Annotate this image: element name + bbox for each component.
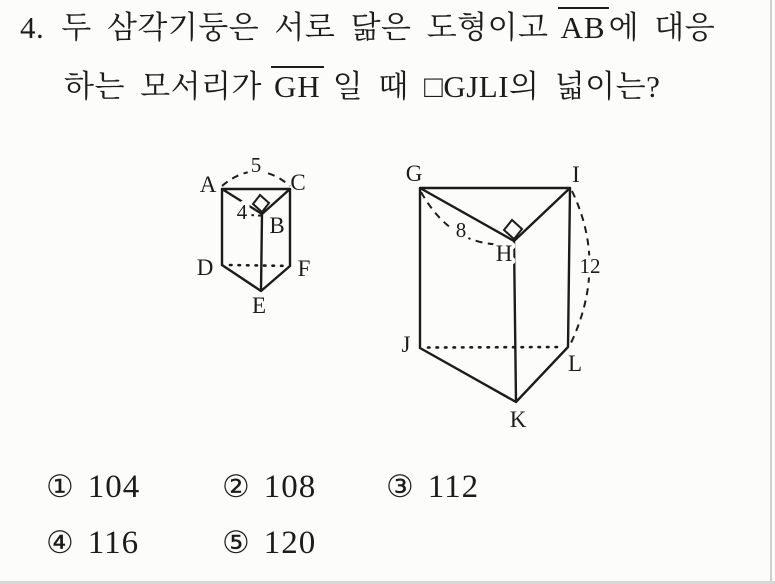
- choice-1-value: 104: [87, 469, 141, 505]
- problem-number: 4.: [20, 10, 45, 45]
- vertex-label-B: B: [269, 213, 285, 238]
- choice-3: [386, 471, 479, 504]
- segment-AB: AB: [558, 7, 609, 45]
- measure-IL: 12: [579, 254, 601, 278]
- choice-1-marker: ①: [46, 469, 74, 504]
- choice-3-value: 112: [427, 469, 480, 505]
- vertex-label-H: H: [495, 241, 513, 266]
- edge-DF-hidden: [230, 265, 283, 266]
- measure-AB: 4: [236, 200, 248, 224]
- vertex-label-D: D: [196, 255, 214, 280]
- choice-3-marker: ③: [386, 469, 414, 504]
- problem-line2-tail: 일 때 □GJLI의 넓이는?: [332, 69, 661, 104]
- problem-line2-text: 하는 모서리가: [64, 69, 262, 104]
- vertex-label-L: L: [567, 351, 583, 376]
- choice-4: [46, 527, 139, 560]
- measure-AC: 5: [250, 153, 262, 177]
- large-prism: [402, 161, 601, 432]
- choice-4-value: 116: [87, 525, 140, 561]
- scan-edge-line: [770, 0, 772, 581]
- large-prism-edges: [420, 188, 570, 402]
- vertex-label-G: G: [405, 161, 423, 186]
- choice-5-marker: ⑤: [222, 525, 250, 560]
- vertex-label-C: C: [290, 170, 306, 195]
- choice-4-marker: ④: [46, 525, 74, 560]
- vertex-label-A: A: [199, 172, 217, 197]
- edge-JL-hidden: [428, 347, 560, 348]
- vertex-label-J: J: [401, 332, 411, 357]
- choice-1: [46, 471, 140, 504]
- segment-GH: GH: [271, 66, 324, 104]
- choice-5-value: 120: [263, 525, 317, 561]
- choice-2-value: 108: [263, 469, 317, 505]
- choice-2: [222, 471, 316, 504]
- problem-line1-tail: 에 대응: [608, 10, 716, 45]
- vertex-label-F: F: [297, 256, 311, 281]
- vertex-label-E: E: [251, 293, 267, 318]
- measure-GH: 8: [455, 218, 467, 242]
- choice-5: [222, 527, 316, 560]
- choice-2-marker: ②: [222, 469, 250, 504]
- small-prism: [197, 153, 311, 318]
- small-prism-edges: [222, 189, 290, 291]
- vertex-label-I: I: [572, 162, 580, 187]
- problem-line1-text: 두 삼각기둥은 서로 닮은 도형이고: [61, 10, 549, 45]
- leader-4: [249, 215, 261, 216]
- vertex-label-K: K: [509, 407, 527, 432]
